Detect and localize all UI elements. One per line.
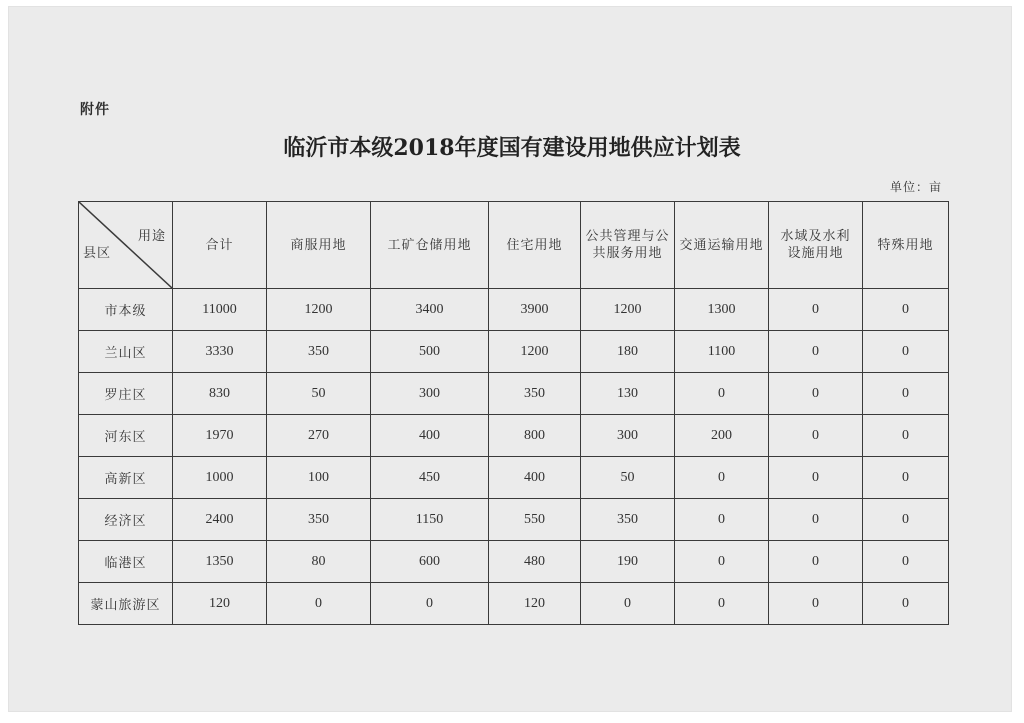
table-row [79, 583, 949, 625]
value-cell: 130 [581, 373, 675, 415]
value-cell: 1200 [489, 331, 581, 373]
value-cell: 0 [769, 541, 863, 583]
value-cell: 400 [371, 415, 489, 457]
value-cell: 50 [581, 457, 675, 499]
county-cell: 河东区 [79, 415, 173, 457]
value-cell: 1200 [581, 289, 675, 331]
value-cell: 550 [489, 499, 581, 541]
value-cell: 0 [863, 583, 949, 625]
value-cell: 800 [489, 415, 581, 457]
value-cell: 200 [675, 415, 769, 457]
table-row [79, 373, 949, 415]
corner-county-label: 县区 [83, 246, 112, 261]
value-cell: 0 [371, 583, 489, 625]
value-cell: 0 [769, 331, 863, 373]
value-cell: 0 [675, 499, 769, 541]
value-cell: 3330 [173, 331, 267, 373]
value-cell: 0 [769, 583, 863, 625]
value-cell: 1350 [173, 541, 267, 583]
table-row [79, 415, 949, 457]
value-cell: 1200 [267, 289, 371, 331]
county-cell: 罗庄区 [79, 373, 173, 415]
value-cell: 120 [489, 583, 581, 625]
value-cell: 0 [863, 415, 949, 457]
value-cell: 1970 [173, 415, 267, 457]
value-cell: 450 [371, 457, 489, 499]
value-cell: 2400 [173, 499, 267, 541]
table-header-row [79, 202, 949, 289]
value-cell: 350 [267, 331, 371, 373]
table-row [79, 457, 949, 499]
value-cell: 0 [769, 289, 863, 331]
value-cell: 0 [863, 373, 949, 415]
column-header: 住宅用地 [489, 202, 581, 289]
column-header: 交通运输用地 [675, 202, 769, 289]
value-cell: 0 [769, 373, 863, 415]
county-cell: 蒙山旅游区 [79, 583, 173, 625]
value-cell: 11000 [173, 289, 267, 331]
column-header: 合计 [173, 202, 267, 289]
value-cell: 0 [863, 289, 949, 331]
table-body [79, 289, 949, 625]
table-row [79, 331, 949, 373]
unit-label: 单位：亩 [889, 180, 942, 194]
value-cell: 50 [267, 373, 371, 415]
value-cell: 400 [489, 457, 581, 499]
value-cell: 1150 [371, 499, 489, 541]
value-cell: 300 [581, 415, 675, 457]
county-cell: 市本级 [79, 289, 173, 331]
value-cell: 500 [371, 331, 489, 373]
value-cell: 600 [371, 541, 489, 583]
value-cell: 0 [863, 457, 949, 499]
corner-usage-label: 用途 [137, 229, 166, 244]
value-cell: 0 [675, 583, 769, 625]
county-cell: 临港区 [79, 541, 173, 583]
attachment-label: 附件 [80, 102, 110, 118]
column-header: 水域及水利 设施用地 [769, 202, 863, 289]
column-header: 商服用地 [267, 202, 371, 289]
value-cell: 1100 [675, 331, 769, 373]
county-cell: 经济区 [79, 499, 173, 541]
value-cell: 0 [267, 583, 371, 625]
column-header: 特殊用地 [863, 202, 949, 289]
value-cell: 0 [769, 457, 863, 499]
column-header: 公共管理与公 共服务用地 [581, 202, 675, 289]
value-cell: 3400 [371, 289, 489, 331]
value-cell: 0 [581, 583, 675, 625]
value-cell: 120 [173, 583, 267, 625]
value-cell: 3900 [489, 289, 581, 331]
land-supply-table [78, 201, 949, 625]
value-cell: 0 [769, 415, 863, 457]
table-row [79, 541, 949, 583]
value-cell: 480 [489, 541, 581, 583]
value-cell: 300 [371, 373, 489, 415]
value-cell: 0 [675, 457, 769, 499]
value-cell: 0 [863, 541, 949, 583]
table-corner-cell [79, 202, 173, 289]
value-cell: 350 [489, 373, 581, 415]
value-cell: 0 [675, 373, 769, 415]
value-cell: 0 [769, 499, 863, 541]
column-header: 工矿仓储用地 [371, 202, 489, 289]
document-title: 临沂市本级2018年度国有建设用地供应计划表 [283, 135, 741, 161]
value-cell: 100 [267, 457, 371, 499]
value-cell: 180 [581, 331, 675, 373]
county-cell: 兰山区 [79, 331, 173, 373]
value-cell: 0 [863, 499, 949, 541]
value-cell: 1000 [173, 457, 267, 499]
value-cell: 1300 [675, 289, 769, 331]
county-cell: 高新区 [79, 457, 173, 499]
value-cell: 0 [863, 331, 949, 373]
value-cell: 350 [267, 499, 371, 541]
value-cell: 80 [267, 541, 371, 583]
value-cell: 350 [581, 499, 675, 541]
value-cell: 190 [581, 541, 675, 583]
value-cell: 270 [267, 415, 371, 457]
value-cell: 830 [173, 373, 267, 415]
table-row [79, 289, 949, 331]
value-cell: 0 [675, 541, 769, 583]
table-row [79, 499, 949, 541]
